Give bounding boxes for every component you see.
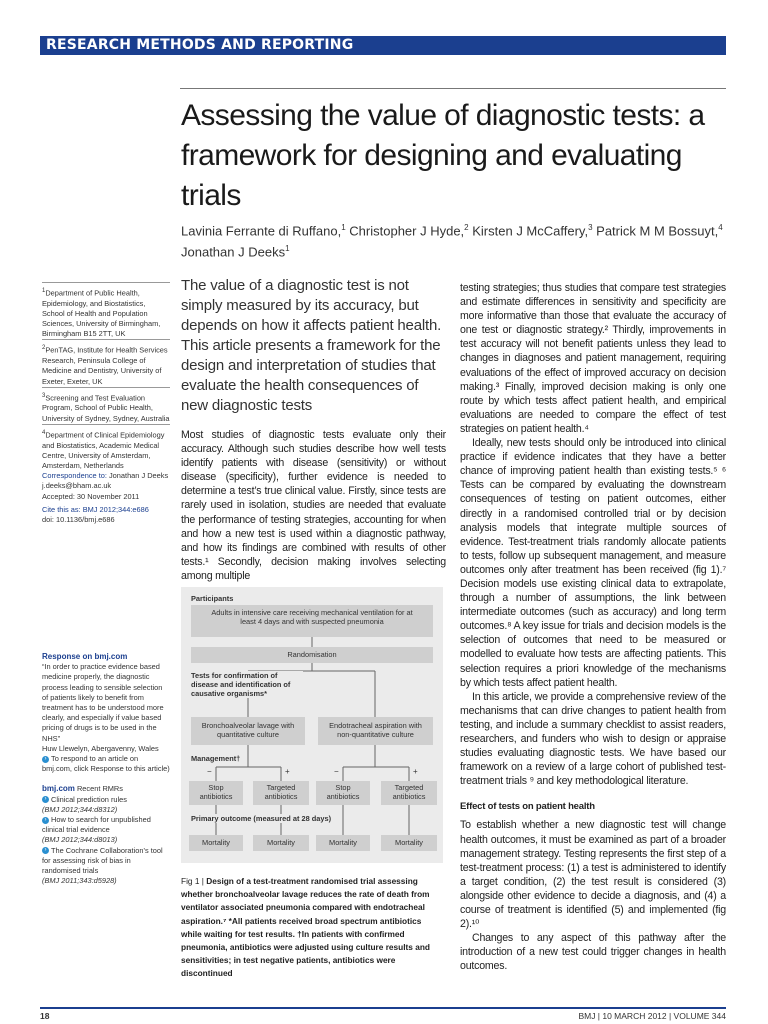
recent-rmr-link[interactable]: › Clinical prediction rules (BMJ 2012;344:d8312) xyxy=(42,794,127,814)
figure-caption: Fig 1 | Design of a test-treatment randomised trial assessing whether bronchoalveolar lavage reduces the rate of death from ventilator associated pneumonia compared with endotracheal aspiration.⁷ *All patients received broad spectrum antibiotics while waiting for test results. †In patients with confirmed pneumonia, antibiotics were adjusted using culture results and sensitivities; in test negative patients, antibiotics were discontinued xyxy=(181,876,430,979)
section-heading: Effect of tests on patient health xyxy=(460,801,595,813)
negative-sign: − xyxy=(334,767,339,776)
response-title: Response on bmj.com xyxy=(42,652,128,661)
randomisation-box: Randomisation xyxy=(191,647,433,663)
caption-text: Design of a test-treatment randomised trial assessing whether bronchoalveolar lavage reduces the rate of death from ventilator associated pneumonia compared with endotracheal aspiration.⁷ *All patients received broad spectrum antibiotics while waiting for test results. †In patients with confirmed pneumonia, antibiotics were adjusted using culture results and sensitivities; in test negative patients, antibiotics were discontinued xyxy=(181,876,430,979)
respond-link[interactable]: › To respond to an article on bmj.com, click Response to this article) xyxy=(42,754,170,774)
management-label: Management† xyxy=(191,754,243,763)
paragraph: Ideally, new tests should only be introduced into clinical practice if evidence indicates that they have a better chance of improving patient health than existing tests.⁵ ⁶ Tests can be compared by evaluating the downstream consequences of testing on patient outcomes, either directly in a randomised controlled trial or by decision analysis models that integrate multiple sources of evidence. Test-treatment trials randomly allocate patients to tests, follow up subsequent management, and measure outcomes only after treatment has been received (fig 1).⁷ Decision models use existing clinical data to extrapolate, through a number of assumptions, the link between intermediate outcomes (such as accuracy) and long term outcomes.⁸ A key issue for trials and decision models is the selection of outcomes that need to be measured or modelled to evaluate how tests are affecting patients. This selection requires a priori knowledge of the mechanisms by which tests affect patient health. xyxy=(460,437,726,689)
title-rule xyxy=(180,88,726,89)
affiliation: $^2$PenTAG, Institute for Health Services Research, Peninsula College of Medicine and Dentistry, University of Exeter, Exeter, UK xyxy=(42,345,168,386)
author: Christopher J Hyde, xyxy=(349,223,465,239)
author: Patrick M M Bossuyt, xyxy=(596,223,719,239)
doi: doi: 10.1136/bmj.e686 xyxy=(42,514,115,524)
participants-box: Adults in intensive care receiving mechanical ventilation for at least 4 days and with suspected pneumonia xyxy=(191,605,433,637)
cite-as: Cite this as: BMJ 2012;344:e686 xyxy=(42,504,149,514)
affiliation: $^4$Department of Clinical Epidemiology and Biostatistics, Academic Medical Centre, University of Amsterdam, Amsterdam, Netherlands xyxy=(42,429,165,470)
response-box xyxy=(42,652,170,886)
footer-rule xyxy=(40,1007,726,1009)
mortality-box: Mortality xyxy=(316,835,370,851)
author: Jonathan J Deeks xyxy=(181,244,286,260)
arrow-right-icon: › xyxy=(42,756,49,763)
arrow-right-icon: › xyxy=(42,847,49,854)
caption-label: Fig 1 xyxy=(181,876,200,886)
paragraph: In this article, we provide a comprehensive review of the mechanisms that can drive changes to patient health from testing, and include a summary checklist to assist readers, researchers, and funders who wish to design or appraise studies evaluating diagnostic tests. We have based our framework on a review of a large cohort of published test-treatment trials ⁹ and key methodological literature. xyxy=(460,690,726,788)
author: Lavinia Ferrante di Ruffano, xyxy=(181,223,342,239)
article-title: Assessing the value of diagnostic tests: a framework for designing and evaluating trials xyxy=(181,99,705,212)
stop-antibiotics-box: Stop antibiotics xyxy=(316,781,370,805)
journal-issue: BMJ | 10 MARCH 2012 | VOLUME 344 xyxy=(578,1011,726,1021)
positive-sign: + xyxy=(285,767,290,776)
paragraph: testing strategies; thus studies that compare test strategies and estimate differences in sensitivity and specificity are more informative than those that evaluate the accuracy of one test or diagnostic strategy.² Thirdly, improvements in test accuracy will not benefit patients unless they lead to changes in diagnoses and patient management, requiring evaluations of the effect of improved accuracy on decision making.³ Finally, improved decision making is only one route by which tests affect patient health, and empirical evaluations are needed to compare the effect of test strategies on patient health.⁴ xyxy=(460,282,726,435)
participants-label: Participants xyxy=(191,594,234,603)
author-list: Lavinia Ferrante di Ruffano,$^1$ Christopher J Hyde,$^2$ Kirsten J McCaffery,$^3$ Patrick M M Bossuyt,$^4$ Jonathan J Deeks$^1$ xyxy=(181,223,723,260)
affiliations xyxy=(42,282,170,525)
figure-1 xyxy=(181,587,443,863)
recent-rmr-link[interactable]: › The Cochrane Collaboration’s tool for assessing risk of bias in randomised trials (BMJ 2011;343:d5928) xyxy=(42,845,163,886)
body-text-col2 xyxy=(460,281,726,974)
section-header: RESEARCH METHODS AND REPORTING xyxy=(40,36,726,55)
affiliation: $^3$Screening and Test Evaluation Program, School of Public Health, University of Sydney, Sydney, Australia xyxy=(42,392,170,423)
targeted-antibiotics-box: Targeted antibiotics xyxy=(381,781,437,805)
arrow-right-icon: › xyxy=(42,796,49,803)
positive-sign: + xyxy=(413,767,418,776)
accepted-date: Accepted: 30 November 2011 xyxy=(42,491,140,501)
arrow-right-icon: › xyxy=(42,817,49,824)
mortality-box: Mortality xyxy=(253,835,309,851)
negative-sign: − xyxy=(207,767,212,776)
affiliation: $^1$Department of Public Health, Epidemiology, and Biostatistics, School of Health and Population Sciences, University of Birmingham, Birmingham B15 2TT, UK xyxy=(42,288,161,339)
body-text-col1: Most studies of diagnostic tests evaluate only their accuracy. Although such studies describe how well tests identify patients with disease (sensitivity) or without disease (specificity), further evidence is needed to determine a test’s true clinical value. Firstly, since tests are rarely used in isolation, studies are needed that evaluate the performance of testing strategies, accounting for when and how a new test is used within a diagnostic pathway, and how its findings are combined with results of other tests.¹ Secondly, decision making involves selecting among multiple xyxy=(181,429,446,582)
recent-rmrs-heading: bmj.com Recent RMRs xyxy=(42,784,123,794)
response-author: Huw Llewelyn, Abergavenny, Wales xyxy=(42,743,159,753)
standfirst: The value of a diagnostic test is not simply measured by its accuracy, but depends on how it affects patient health. This article presents a framework for the design and interpretation of studies that evaluate the health consequences of new diagnostic tests xyxy=(181,277,442,414)
response-quote: “In order to practice evidence based medicine properly, the diagnostic process leading to sensible selection of patients likely to benefit from treatment has to be understood more clearly, and especially if value based pricing of drugs is to be used in the NHS” xyxy=(42,662,164,743)
correspondence: Correspondence to: Jonathan J Deeks j.deeks@bham.ac.uk xyxy=(42,471,169,491)
paragraph: Changes to any aspect of this pathway after the introduction of a new test could trigger changes in health outcomes. xyxy=(460,932,726,973)
recent-rmr-link[interactable]: › How to search for unpublished clinical trial evidence (BMJ 2012;344:d8013) xyxy=(42,815,151,845)
test-b-box: Endotracheal aspiration with non-quantitative culture xyxy=(318,717,433,745)
page-number: 18 xyxy=(40,1011,50,1021)
paragraph: To establish whether a new diagnostic test will change health outcomes, it must be examined as part of a broader management strategy. Testing represents the first step of a test-treatment process: (1) a test is administered to identify a target condition, (2) the test result is considered (3) alongside other evidence to decide a diagnosis, and (4) a course of treatment is identified (5) and implemented (fig 2).¹⁰ xyxy=(460,819,726,931)
stop-antibiotics-box: Stop antibiotics xyxy=(189,781,243,805)
mortality-box: Mortality xyxy=(381,835,437,851)
test-a-box: Bronchoalveolar lavage with quantitative culture xyxy=(191,717,305,745)
targeted-antibiotics-box: Targeted antibiotics xyxy=(253,781,309,805)
author: Kirsten J McCaffery, xyxy=(472,223,589,239)
primary-outcome-label: Primary outcome (measured at 28 days) xyxy=(191,814,334,823)
mortality-box: Mortality xyxy=(189,835,243,851)
tests-label: Tests for confirmation of disease and identification of causative organisms* xyxy=(191,671,303,698)
